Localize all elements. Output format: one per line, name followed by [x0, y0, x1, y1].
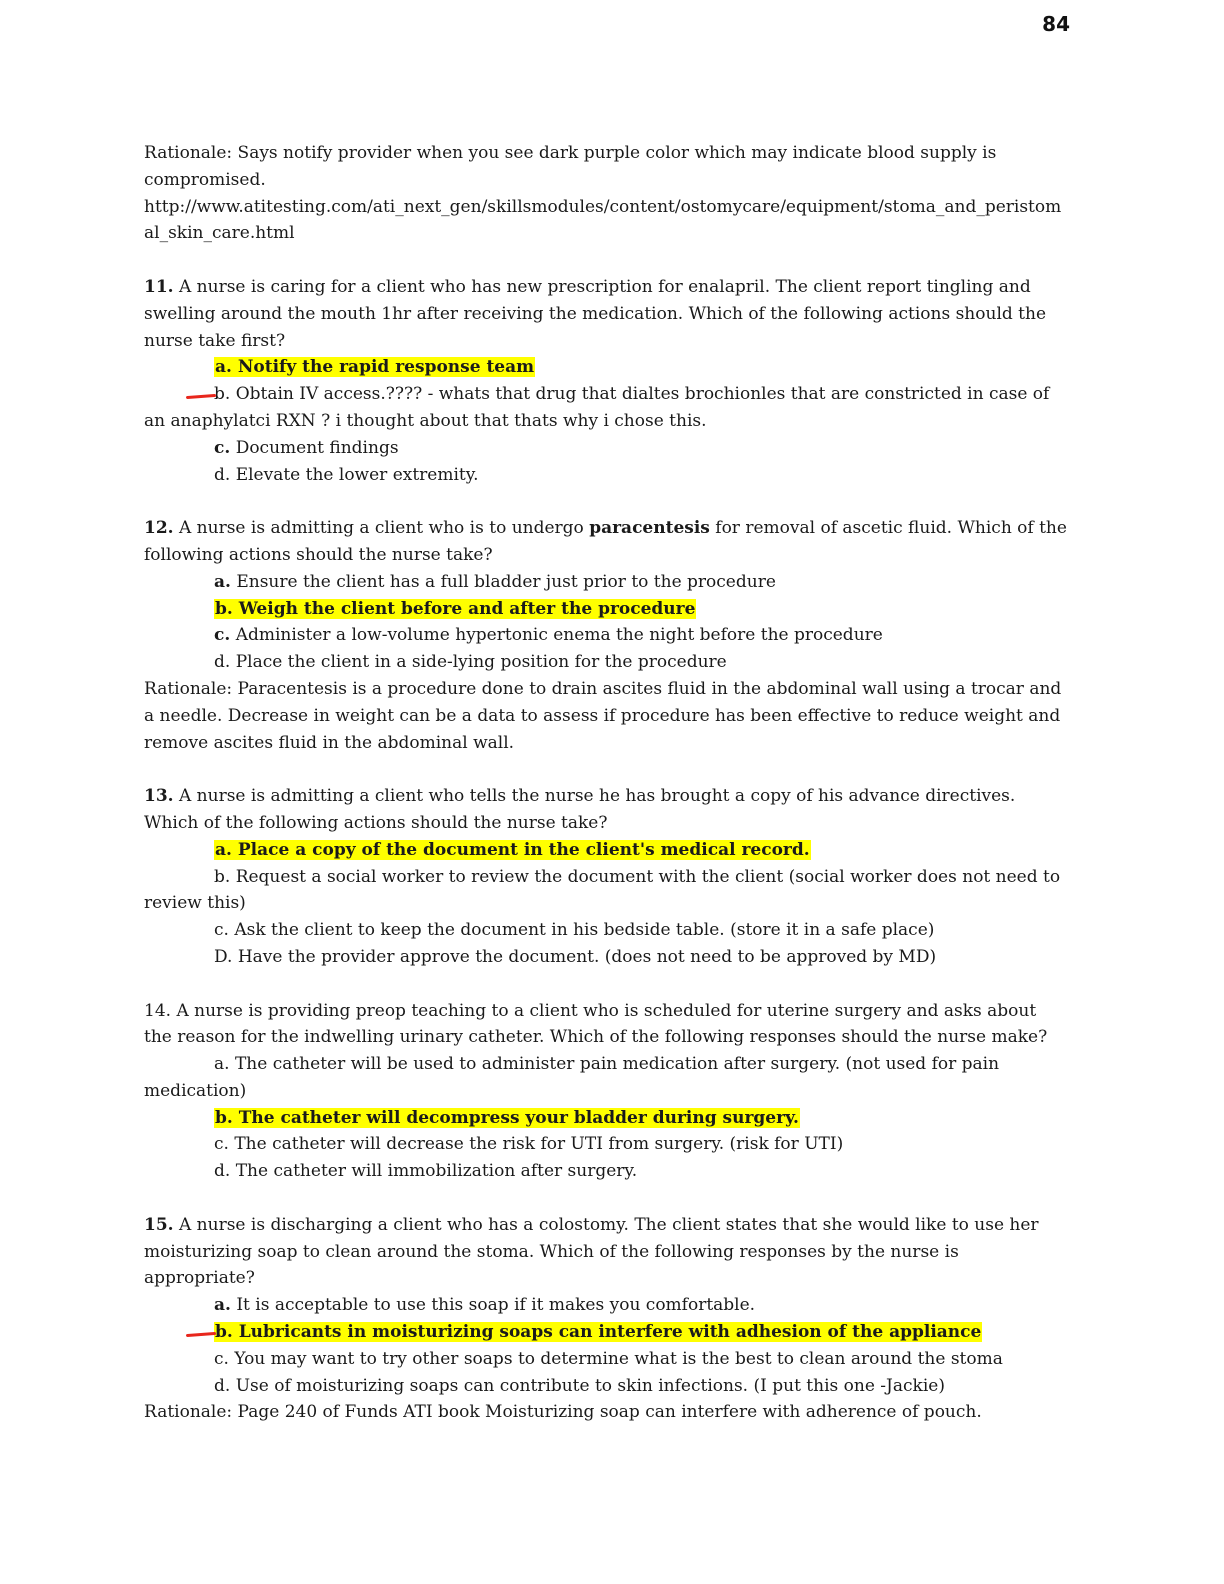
question-12-stem — [144, 515, 1069, 569]
option-text: Notify the rapid response team — [237, 357, 535, 378]
option-letter: a. — [214, 1295, 231, 1316]
highlight — [214, 357, 535, 377]
question-13-option-b: b. Request a social worker to review the document with the client (social worker does not need to review this) — [144, 866, 1061, 914]
question-11-option-d: d. Elevate the lower extremity. — [214, 464, 479, 485]
intro-block — [144, 140, 1069, 247]
highlight: b. Lubricants in moisturizing soaps can interfere with adhesion of the appliance — [215, 1322, 982, 1343]
question-11-option-c — [144, 435, 1069, 462]
question-12-keyword: paracentesis — [589, 518, 710, 539]
document-body — [144, 140, 1069, 1426]
question-15 — [144, 1212, 1069, 1426]
question-15-text: A nurse is discharging a client who has a colostomy. The client states that she would like to use her moisturizing soap to clean around the stoma. Which of the following responses by the nurse is appropriate? — [144, 1214, 1039, 1289]
question-11-option-b — [144, 381, 1069, 435]
question-11-text: A nurse is caring for a client who has new prescription for enalapril. The client report tingling and swelling around the mouth 1hr after receiving the medication. Which of the following actions should the nurse take first? — [144, 276, 1047, 351]
option-text: Place a copy of the document in the client's medical record. — [237, 839, 810, 860]
option-text: b. Obtain IV access.???? - whats that drug that dialtes brochionles that are constricted in case of an anaphylatci RXN ? i thought about that thats why i chose this. — [144, 384, 1050, 431]
question-15-option-c: c. You may want to try other soaps to determine what is the best to clean around the stoma — [214, 1348, 1003, 1369]
question-15-option-a — [144, 1292, 1069, 1319]
question-11-stem — [144, 274, 1069, 354]
question-14-option-d: d. The catheter will immobilization after surgery. — [214, 1161, 638, 1182]
question-13-number: 13. — [144, 786, 174, 807]
option-text: It is acceptable to use this soap if it makes you comfortable. — [236, 1295, 756, 1316]
question-12-text-before: A nurse is admitting a client who is to undergo — [178, 518, 584, 539]
question-14-number: 14. — [144, 1000, 172, 1021]
question-15-stem — [144, 1212, 1069, 1292]
question-12-option-b — [144, 596, 1069, 623]
question-12-number: 12. — [144, 518, 174, 539]
question-12-text-after: for removal of ascetic fluid. Which of the following actions should the nurse take? — [144, 518, 1067, 565]
question-13-option-c: c. Ask the client to keep the document in his bedside table. (store it in a safe place) — [214, 920, 935, 941]
question-13 — [144, 783, 1069, 971]
option-letter: c. — [214, 625, 231, 646]
question-14-option-c: c. The catheter will decrease the risk for UTI from surgery. (risk for UTI) — [214, 1134, 844, 1155]
option-text: Administer a low-volume hypertonic enema the night before the procedure — [235, 625, 883, 646]
question-13-stem — [144, 783, 1069, 837]
page-number: 84 — [1042, 12, 1070, 36]
question-13-option-a — [144, 837, 1069, 864]
question-14-option-b — [144, 1105, 1069, 1132]
question-12-rationale: Rationale: Paracentesis is a procedure done to drain ascites fluid in the abdominal wall using a trocar and a needle. Decrease in weight can be a data to assess if procedure has been effective to reduce weight and remove ascites fluid in the abdominal wall. — [144, 678, 1062, 753]
option-letter: c. — [214, 437, 231, 458]
option-letter: a. — [214, 571, 231, 592]
highlight: b. Weigh the client before and after the procedure — [215, 598, 696, 619]
question-15-option-d: d. Use of moisturizing soaps can contribute to skin infections. (I put this one -Jackie) — [214, 1375, 945, 1396]
question-12-option-d: d. Place the client in a side-lying position for the procedure — [214, 652, 727, 673]
question-11-option-a — [144, 354, 1069, 381]
option-letter: a. — [215, 357, 232, 378]
question-14-option-a: a. The catheter will be used to administer pain medication after surgery. (not used for pain medication) — [144, 1054, 1000, 1101]
question-14 — [144, 998, 1069, 1186]
intro-url: http://www.atitesting.com/ati_next_gen/skillsmodules/content/ostomycare/equipment/stoma_and_peristomal_skin_care.html — [144, 196, 1062, 244]
option-letter: a. — [215, 839, 232, 860]
question-12 — [144, 515, 1069, 756]
question-15-number: 15. — [144, 1214, 174, 1235]
question-14-text: A nurse is providing preop teaching to a client who is scheduled for uterine surgery and asks about the reason for the indwelling urinary catheter. Which of the following responses should the nurse make? — [144, 1000, 1048, 1048]
question-15-option-b — [144, 1319, 1069, 1346]
highlight — [214, 840, 811, 860]
highlight: b. The catheter will decompress your bladder during surgery. — [215, 1107, 799, 1128]
question-13-option-d: D. Have the provider approve the document. (does not need to be approved by MD) — [214, 946, 937, 967]
option-text: Ensure the client has a full bladder just prior to the procedure — [236, 571, 776, 592]
option-text: Document findings — [235, 437, 399, 458]
question-12-option-c — [144, 622, 1069, 649]
intro-rationale: Rationale: Says notify provider when you see dark purple color which may indicate blood supply is compromised. — [144, 143, 997, 190]
question-13-text: A nurse is admitting a client who tells the nurse he has brought a copy of his advance directives. Which of the following actions should the nurse take? — [144, 786, 1016, 833]
question-12-option-a — [144, 569, 1069, 596]
question-15-rationale: Rationale: Page 240 of Funds ATI book Moisturizing soap can interfere with adherence of pouch. — [144, 1402, 982, 1423]
question-11-number: 11. — [144, 276, 174, 297]
question-14-stem — [144, 998, 1069, 1052]
question-11 — [144, 274, 1069, 488]
